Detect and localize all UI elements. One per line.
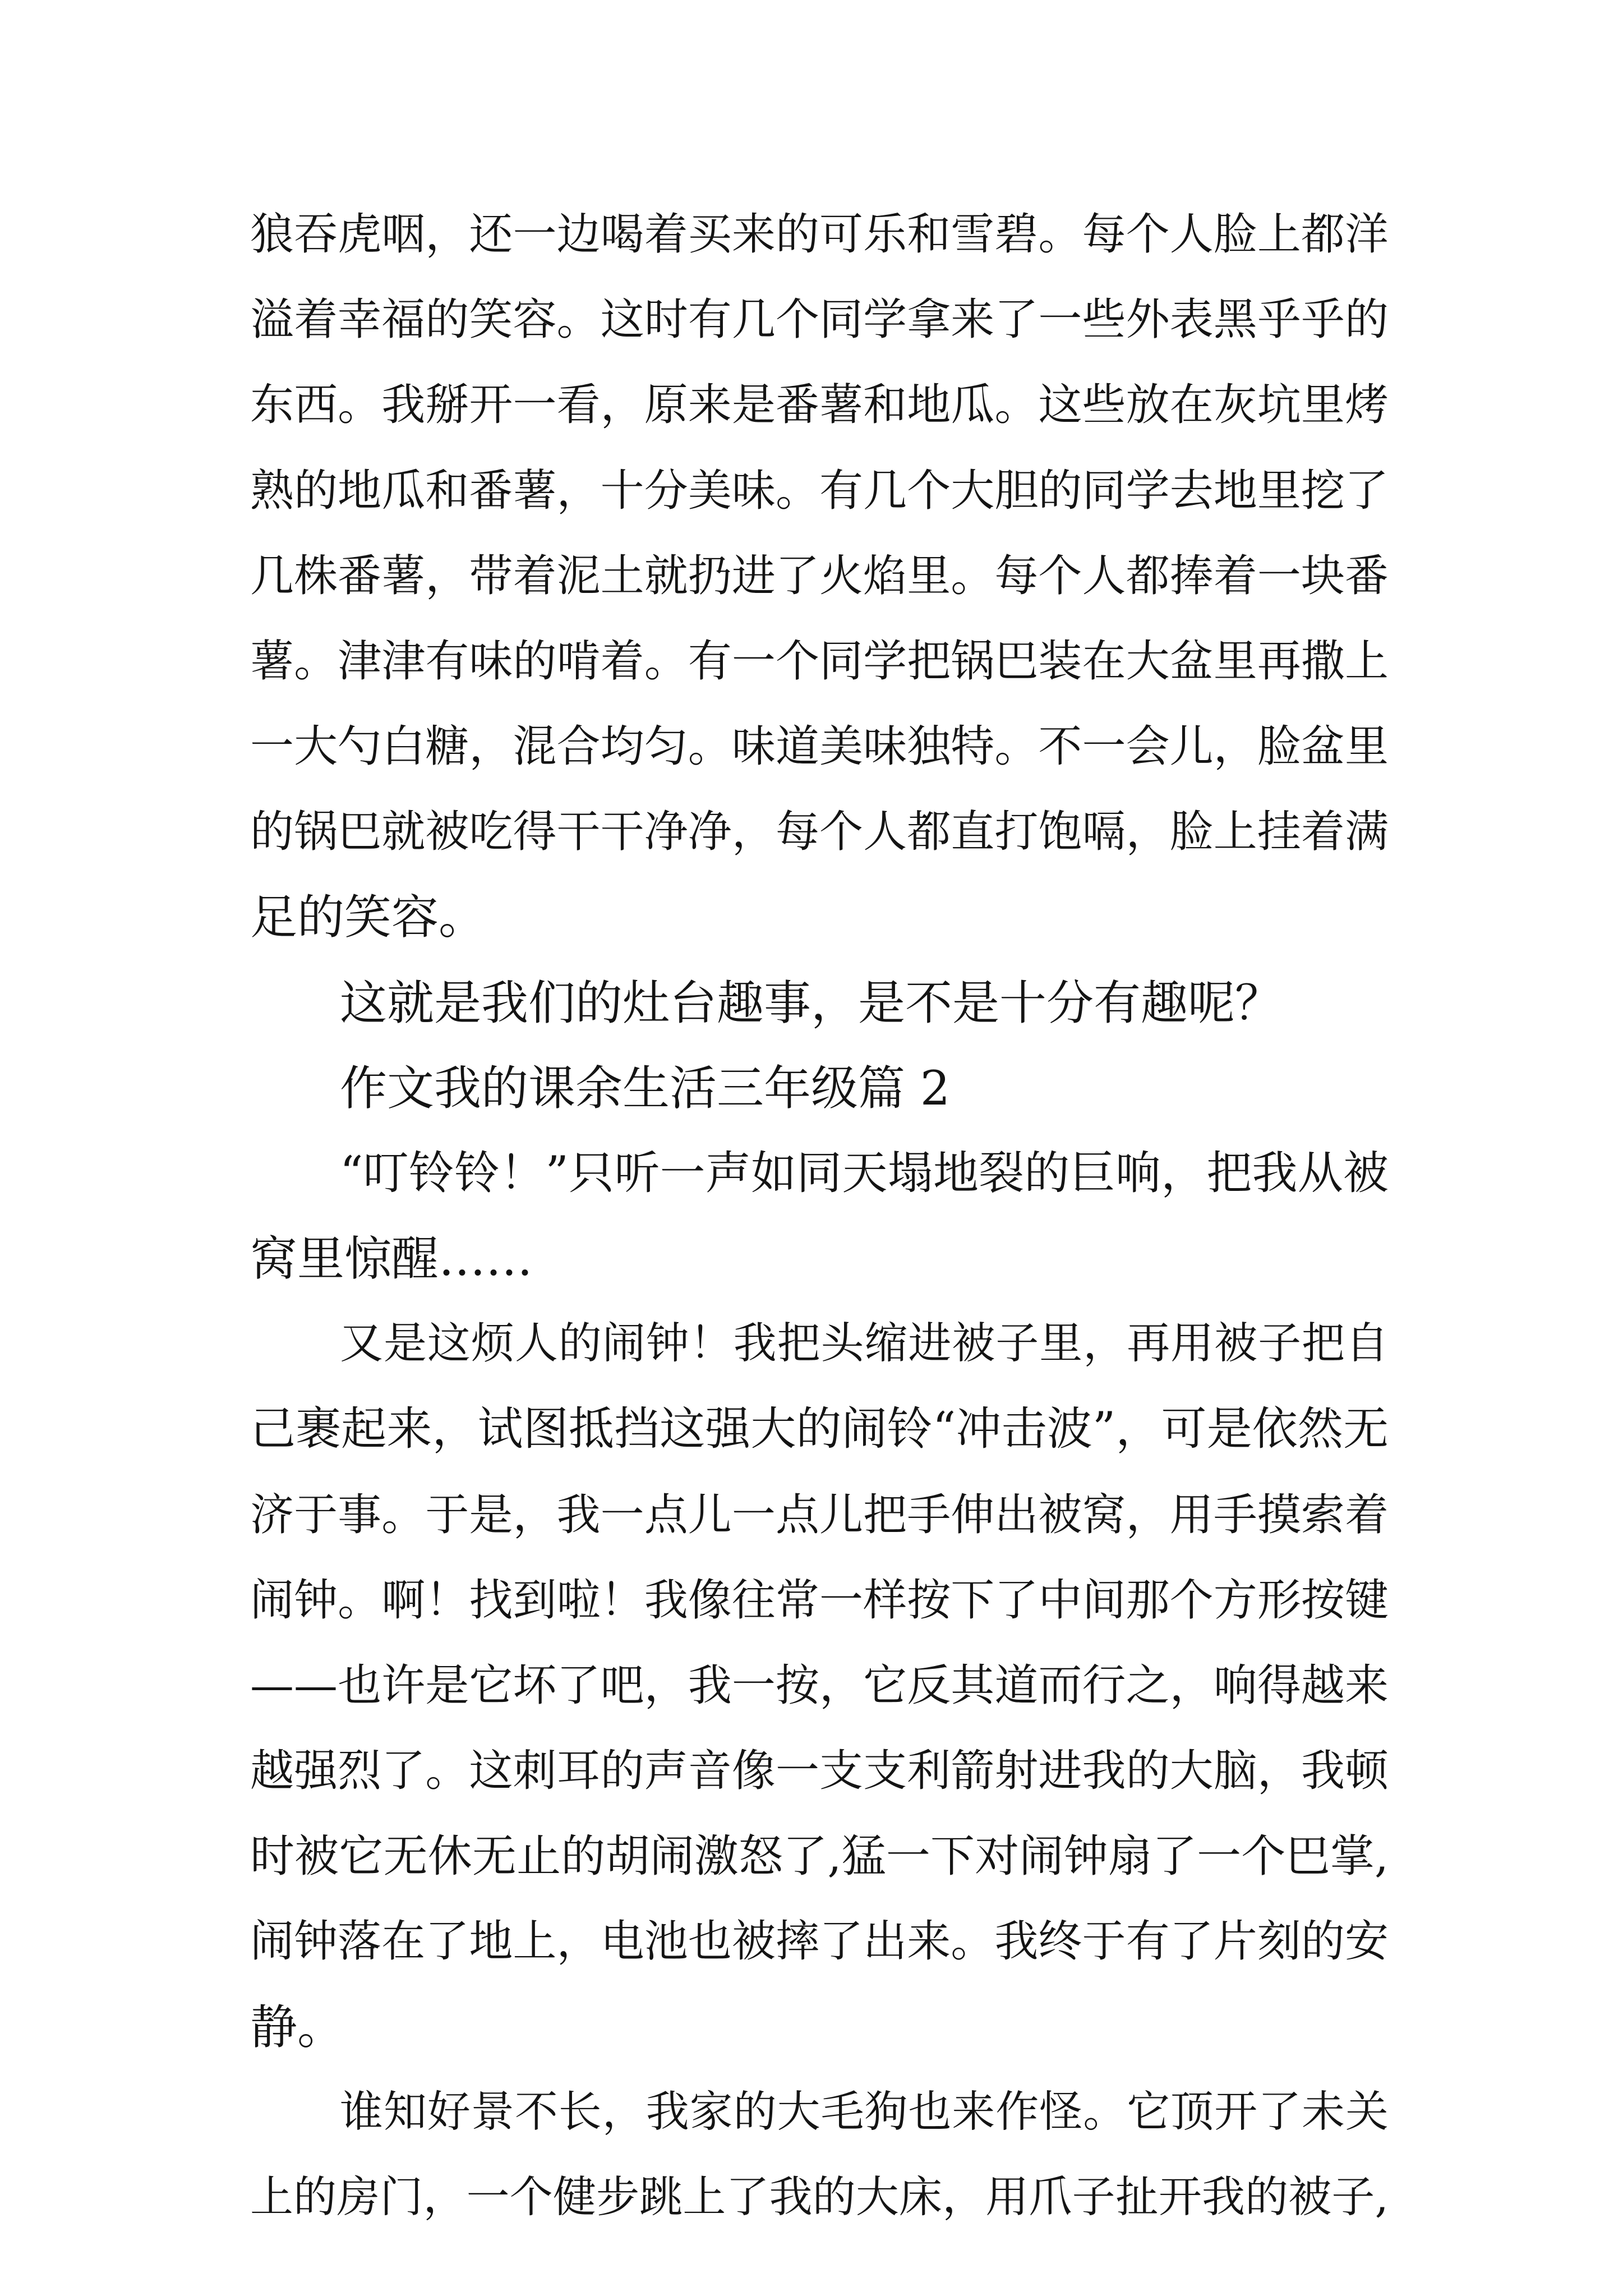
text-line: 的锅巴就被吃得干干净净，每个人都直打饱嗝，脸上挂着满 — [250, 807, 1389, 857]
text-line: 一大勺白糖，混合均匀。味道美味独特。不一会儿，脸盆里 — [250, 721, 1389, 772]
text-line: 窝里惊醒…… — [250, 1231, 533, 1286]
section-heading: 作文我的课余生活三年级篇 2 — [340, 1061, 951, 1116]
text-line: 东西。我掰开一看，原来是番薯和地瓜。这些放在灰坑里烤 — [250, 380, 1389, 430]
text-line: 闹钟落在了地上，电池也被摔了出来。我终于有了片刻的安 — [250, 1916, 1389, 1967]
text-line: 己裹起来，试图抵挡这强大的闹铃“冲击波”，可是依然无 — [250, 1403, 1389, 1456]
paragraph-line: 又是这烦人的闹钟！我把头缩进被子里，再用被子把自 — [340, 1319, 1389, 1369]
paragraph-line: 这就是我们的灶台趣事，是不是十分有趣呢？ — [340, 976, 1283, 1030]
text-line: 闹钟。啊！找到啦！我像往常一样按下了中间那个方形按键 — [250, 1575, 1389, 1626]
paragraph-line: 谁知好景不长，我家的大毛狗也来作怪。它顶开了未关 — [340, 2087, 1389, 2137]
text-line: 狼吞虎咽，还一边喝着买来的可乐和雪碧。每个人脸上都洋 — [250, 209, 1389, 260]
text-line: 足的笑容。 — [250, 890, 486, 945]
paragraph-line: “叮铃铃！”只听一声如同天塌地裂的巨响，把我从被 — [340, 1147, 1389, 1200]
text-line: 几株番薯，带着泥土就扔进了火焰里。每个人都捧着一块番 — [250, 551, 1389, 601]
text-line: 溢着幸福的笑容。这时有几个同学拿来了一些外表黑乎乎的 — [250, 295, 1389, 345]
text-line: 上的房门，一个健步跳上了我的大床，用爪子扯开我的被子, — [250, 2173, 1389, 2223]
text-line: 静。 — [250, 2000, 345, 2055]
text-line: 薯。津津有味的啃着。有一个同学把锅巴装在大盆里再撒上 — [250, 636, 1389, 687]
text-line: ——也许是它坏了吧，我一按，它反其道而行之，响得越来 — [250, 1660, 1389, 1711]
text-line: 时被它无休无止的胡闹激怒了,猛一下对闹钟扇了一个巴掌, — [250, 1830, 1389, 1882]
text-line: 越强烈了。这刺耳的声音像一支支利箭射进我的大脑，我顿 — [250, 1746, 1389, 1796]
text-line: 熟的地瓜和番薯，十分美味。有几个大胆的同学去地里挖了 — [250, 466, 1389, 516]
text-line: 济于事。于是，我一点儿一点儿把手伸出被窝，用手摸索着 — [250, 1490, 1389, 1540]
